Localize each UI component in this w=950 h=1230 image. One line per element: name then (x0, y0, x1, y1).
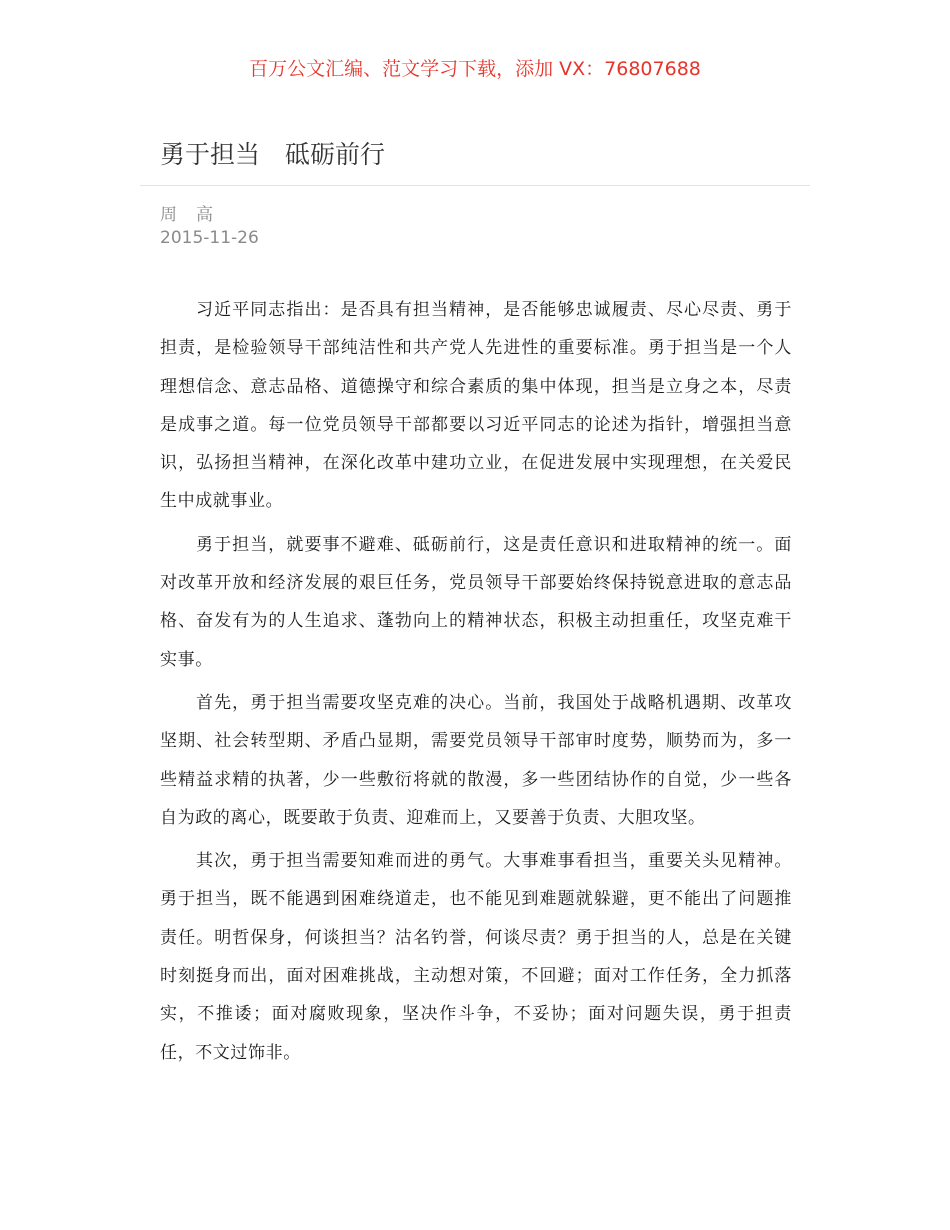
article-title: 勇于担当 砥砺前行 (160, 140, 386, 169)
article-body (160, 291, 792, 1077)
article-date: 2015-11-26 (160, 228, 259, 248)
title-divider (140, 185, 810, 186)
article-author: 周 高 (160, 205, 214, 225)
paragraph: 首先，勇于担当需要攻坚克难的决心。当前，我国处于战略机遇期、改革攻坚期、社会转型期、矛盾凸显期，需要党员领导干部审时度势，顺势而为，多一些精益求精的执著，少一些敷衍将就的散漫，多一些团结协作的自觉，少一些各自为政的离心，既要敢于负责、迎难而上，又要善于负责、大胆攻坚。 (160, 692, 792, 828)
paragraph: 其次，勇于担当需要知难而进的勇气。大事难事看担当，重要关头见精神。勇于担当，既不能遇到困难绕道走，也不能见到难题就躲避，更不能出了问题推责任。明哲保身，何谈担当？沽名钓誉，何谈尽责？勇于担当的人，总是在关键时刻挺身而出，面对困难挑战，主动想对策，不回避；面对工作任务，全力抓落实，不推诿；面对腐败现象，坚决作斗争，不妥协；面对问题失误，勇于担责任，不文过饰非。 (160, 851, 792, 1063)
paragraph: 习近平同志指出：是否具有担当精神，是否能够忠诚履责、尽心尽责、勇于担责，是检验领导干部纯洁性和共产党人先进性的重要标准。勇于担当是一个人理想信念、意志品格、道德操守和综合素质的集中体现，担当是立身之本，尽责是成事之道。每一位党员领导干部都要以习近平同志的论述为指针，增强担当意识，弘扬担当精神，在深化改革中建功立业，在促进发展中实现理想，在关爱民生中成就事业。 (160, 300, 792, 512)
header-banner: 百万公文汇编、范文学习下载，添加 VX：76807688 (249, 58, 701, 80)
paragraph: 勇于担当，就要事不避难、砥砺前行，这是责任意识和进取精神的统一。面对改革开放和经济发展的艰巨任务，党员领导干部要始终保持锐意进取的意志品格、奋发有为的人生追求、蓬勃向上的精神状态，积极主动担重任，攻坚克难干实事。 (160, 534, 792, 670)
